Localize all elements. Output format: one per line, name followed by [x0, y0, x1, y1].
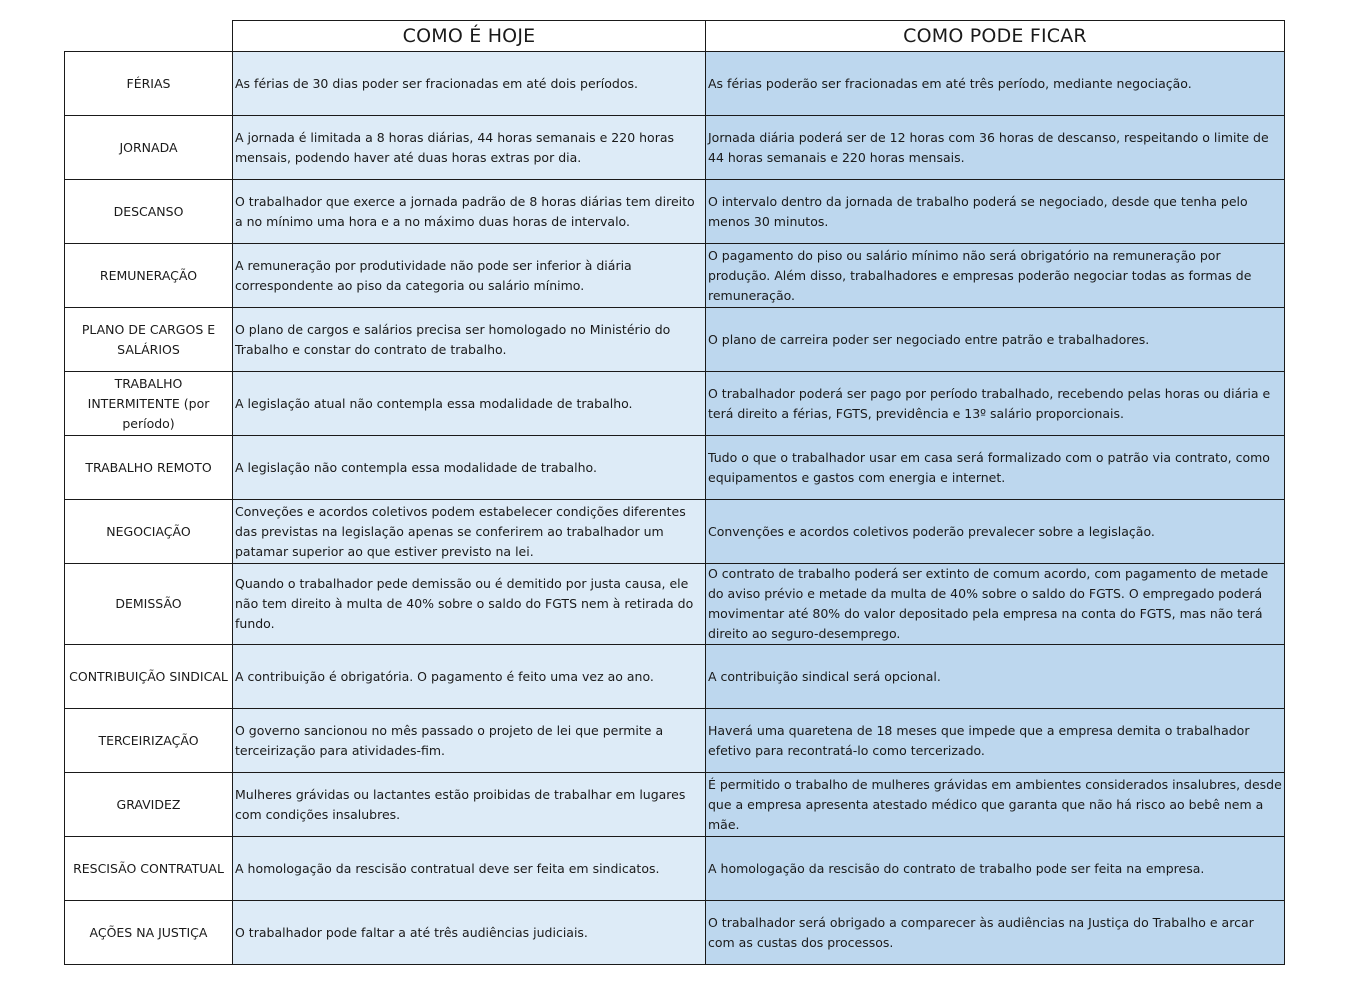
row-topic: TRABALHO INTERMITENTE (por período): [65, 372, 233, 436]
table-row: [65, 116, 1285, 180]
header-blank-cell: [65, 21, 233, 52]
row-today: A remuneração por produtividade não pode ser inferior à diária correspondente ao piso da categoria ou salário mínimo.: [233, 244, 706, 308]
row-future: O contrato de trabalho poderá ser extinto de comum acordo, com pagamento de metade do aviso prévio e metade da multa de 40% sobre o saldo do FGTS. O empregado poderá movimentar até 80% do valor depositado pela empresa na conta do FGTS, mas não terá direito ao seguro-desemprego.: [706, 564, 1285, 645]
table-row: [65, 645, 1285, 709]
row-topic: PLANO DE CARGOS E SALÁRIOS: [65, 308, 233, 372]
row-today: A contribuição é obrigatória. O pagamento é feito uma vez ao ano.: [233, 645, 706, 709]
table-row: [65, 773, 1285, 837]
row-future: O plano de carreira poder ser negociado entre patrão e trabalhadores.: [706, 308, 1285, 372]
row-future: Haverá uma quaretena de 18 meses que impede que a empresa demita o trabalhador efetivo para recontratá-lo como tercerizado.: [706, 709, 1285, 773]
row-topic: RESCISÃO CONTRATUAL: [65, 837, 233, 901]
row-topic: CONTRIBUIÇÃO SINDICAL: [65, 645, 233, 709]
table-row: [65, 564, 1285, 645]
row-today: A jornada é limitada a 8 horas diárias, 44 horas semanais e 220 horas mensais, podendo haver até duas horas extras por dia.: [233, 116, 706, 180]
header-future: COMO PODE FICAR: [706, 21, 1285, 52]
row-future: Jornada diária poderá ser de 12 horas com 36 horas de descanso, respeitando o limite de 44 horas semanais e 220 horas mensais.: [706, 116, 1285, 180]
row-future: O trabalhador poderá ser pago por período trabalhado, recebendo pelas horas ou diária e terá direito a férias, FGTS, previdência e 13º salário proporcionais.: [706, 372, 1285, 436]
row-today: Quando o trabalhador pede demissão ou é demitido por justa causa, ele não tem direito à multa de 40% sobre o saldo do FGTS nem à retirada do fundo.: [233, 564, 706, 645]
row-topic: NEGOCIAÇÃO: [65, 500, 233, 564]
table-row: [65, 244, 1285, 308]
row-today: Conveções e acordos coletivos podem estabelecer condições diferentes das previstas na legislação apenas se conferirem ao trabalhador um patamar superior ao que estiver previsto na lei.: [233, 500, 706, 564]
table-row: [65, 837, 1285, 901]
table-row: [65, 308, 1285, 372]
row-topic: TERCEIRIZAÇÃO: [65, 709, 233, 773]
table-row: [65, 436, 1285, 500]
row-future: A homologação da rescisão do contrato de trabalho pode ser feita na empresa.: [706, 837, 1285, 901]
row-future: O trabalhador será obrigado a comparecer às audiências na Justiça do Trabalho e arcar com as custas dos processos.: [706, 901, 1285, 965]
table-row: [65, 180, 1285, 244]
row-future: Convenções e acordos coletivos poderão prevalecer sobre a legislação.: [706, 500, 1285, 564]
row-today: Mulheres grávidas ou lactantes estão proibidas de trabalhar em lugares com condições insalubres.: [233, 773, 706, 837]
row-future: É permitido o trabalho de mulheres grávidas em ambientes considerados insalubres, desde que a empresa apresenta atestado médico que garanta que não há risco ao bebê nem a mãe.: [706, 773, 1285, 837]
row-topic: REMUNERAÇÃO: [65, 244, 233, 308]
row-today: A legislação não contempla essa modalidade de trabalho.: [233, 436, 706, 500]
table-row: [65, 500, 1285, 564]
row-today: As férias de 30 dias poder ser fracionadas em até dois períodos.: [233, 52, 706, 116]
row-future: Tudo o que o trabalhador usar em casa será formalizado com o patrão via contrato, como equipamentos e gastos com energia e internet.: [706, 436, 1285, 500]
row-today: O plano de cargos e salários precisa ser homologado no Ministério do Trabalho e constar do contrato de trabalho.: [233, 308, 706, 372]
row-topic: AÇÕES NA JUSTIÇA: [65, 901, 233, 965]
row-today: O trabalhador que exerce a jornada padrão de 8 horas diárias tem direito a no mínimo uma hora e a no máximo duas horas de intervalo.: [233, 180, 706, 244]
table-row: [65, 709, 1285, 773]
table-row: [65, 901, 1285, 965]
row-today: A legislação atual não contempla essa modalidade de trabalho.: [233, 372, 706, 436]
row-topic: JORNADA: [65, 116, 233, 180]
table-row: [65, 52, 1285, 116]
comparison-table: [64, 20, 1285, 965]
header-today: COMO É HOJE: [233, 21, 706, 52]
row-topic: DESCANSO: [65, 180, 233, 244]
row-topic: TRABALHO REMOTO: [65, 436, 233, 500]
row-topic: FÉRIAS: [65, 52, 233, 116]
row-topic: GRAVIDEZ: [65, 773, 233, 837]
row-future: O intervalo dentro da jornada de trabalho poderá se negociado, desde que tenha pelo menos 30 minutos.: [706, 180, 1285, 244]
row-today: A homologação da rescisão contratual deve ser feita em sindicatos.: [233, 837, 706, 901]
row-today: O governo sancionou no mês passado o projeto de lei que permite a terceirização para atividades-fim.: [233, 709, 706, 773]
header-row: [65, 21, 1285, 52]
row-future: A contribuição sindical será opcional.: [706, 645, 1285, 709]
row-future: O pagamento do piso ou salário mínimo não será obrigatório na remuneração por produção. Além disso, trabalhadores e empresas poderão negociar todas as formas de remuneração.: [706, 244, 1285, 308]
row-future: As férias poderão ser fracionadas em até três período, mediante negociação.: [706, 52, 1285, 116]
table-row: [65, 372, 1285, 436]
row-today: O trabalhador pode faltar a até três audiências judiciais.: [233, 901, 706, 965]
row-topic: DEMISSÃO: [65, 564, 233, 645]
